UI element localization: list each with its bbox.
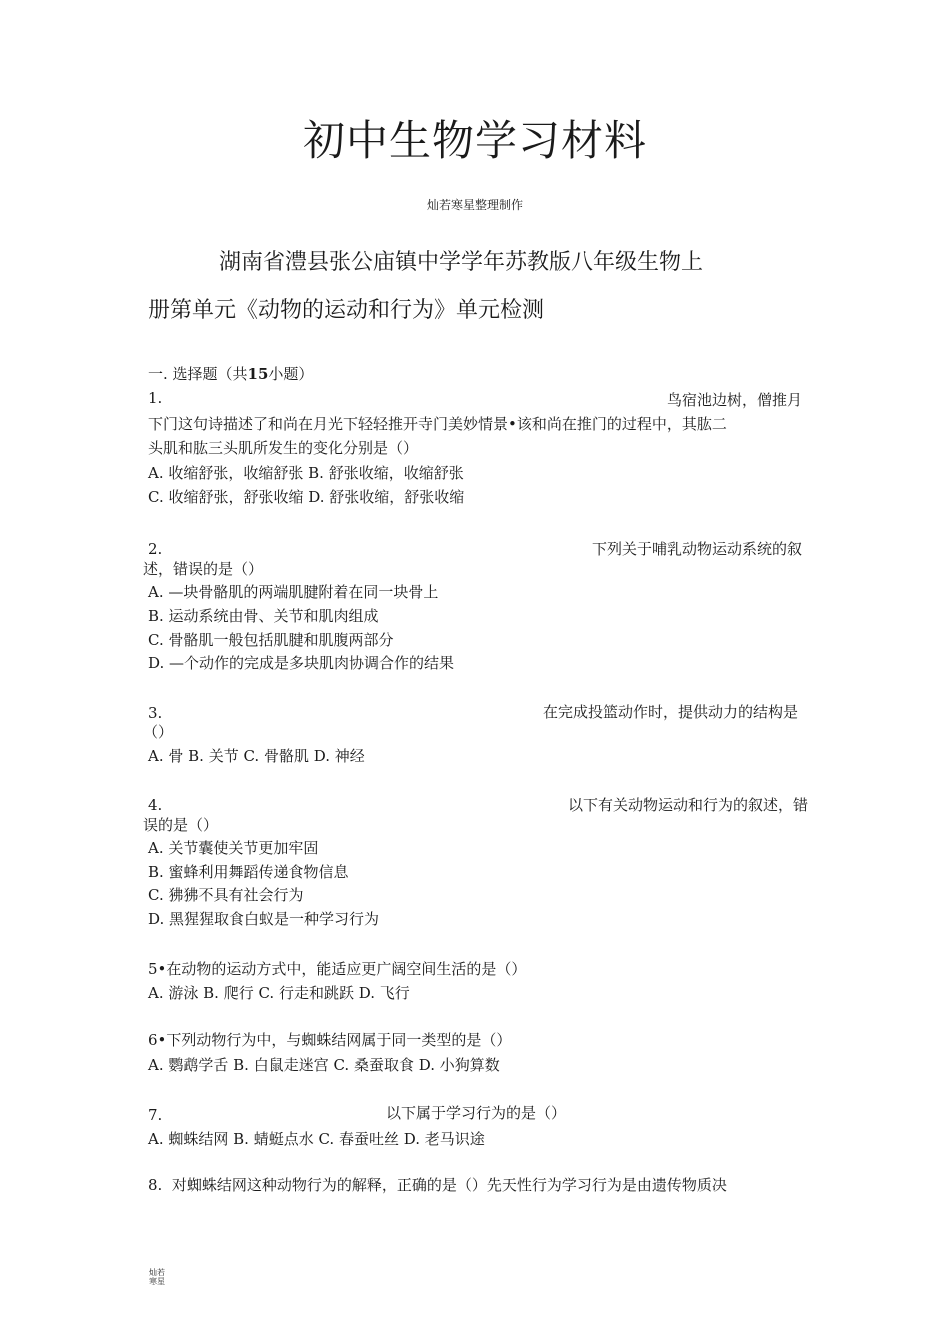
- question-1-head: 鸟宿池边树，僧推月: [666, 391, 802, 409]
- section-count: 15: [247, 365, 269, 383]
- question-4-option: C. 狒狒不具有社会行为: [148, 886, 304, 904]
- question-1-number: 1.: [148, 389, 163, 407]
- question-5-head: 在动物的运动方式中，能适应更广阔空间生活的是（）: [166, 960, 527, 978]
- question-6-number: 6•: [148, 1031, 167, 1049]
- question-4-option: B. 蜜蜂利用舞蹈传递食物信息: [148, 863, 349, 881]
- question-8-head: 对蜘蛛结网这种动物行为的解释，正确的是（）先天性行为学习行为是由遗传物质决: [171, 1176, 727, 1194]
- footer-mark: [149, 1268, 165, 1286]
- question-5-number: 5•: [148, 960, 167, 978]
- question-2-head: 下列关于哺乳动物运动系统的叙: [591, 540, 802, 558]
- section-label: 一. 选择题（共: [148, 365, 248, 383]
- question-6: [148, 1029, 511, 1050]
- question-3-option: A. 骨 B. 关节 C. 骨骼肌 D. 神经: [148, 747, 365, 765]
- question-6-options: A. 鹦鹉学舌 B. 白鼠走迷宫 C. 桑蚕取食 D. 小狗算数: [148, 1056, 500, 1074]
- question-1-option: C. 收缩舒张，舒张收缩 D. 舒张收缩，舒张收缩: [148, 488, 465, 506]
- footer-line-1: 灿若: [149, 1268, 165, 1277]
- question-4-line: 误的是（）: [143, 816, 219, 834]
- question-8-number: 8.: [148, 1176, 163, 1194]
- question-8: [148, 1174, 727, 1195]
- doc-title-line-1: 湖南省澧县张公庙镇中学学年苏教版八年级生物上: [219, 250, 704, 275]
- question-1-line: 头肌和肱三头肌所发生的变化分别是（）: [148, 439, 419, 457]
- question-2-line: 述，错误的是（）: [143, 560, 264, 578]
- question-4-number: 4.: [148, 796, 163, 814]
- question-3-number: 3.: [148, 704, 163, 722]
- question-2-option: C. 骨骼肌一般包括肌腱和肌腹两部分: [148, 631, 394, 649]
- question-6-head: 下列动物行为中，与蜘蛛结网属于同一类型的是（）: [166, 1031, 512, 1049]
- page-subtitle: 灿若寒星整理制作: [426, 198, 523, 212]
- question-7-number: 7.: [148, 1106, 163, 1124]
- question-4-head: 以下有关动物运动和行为的叙述，错: [567, 796, 808, 814]
- question-2-option: A. —块骨骼肌的两端肌腱附着在同一块骨上: [148, 583, 439, 601]
- question-1-line: 下门这句诗描述了和尚在月光下轻轻推开寺门美妙情景•该和尚在推门的过程中，其肱二: [148, 415, 727, 433]
- footer-line-2: 寒星: [149, 1277, 165, 1286]
- question-2-option: B. 运动系统由骨、关节和肌肉组成: [148, 607, 379, 625]
- doc-title-line-2: 册第单元《动物的运动和行为》单元检测: [148, 298, 545, 323]
- question-3-head: 在完成投篮动作时，提供动力的结构是: [542, 703, 798, 721]
- question-7-options: A. 蜘蛛结网 B. 蜻蜓点水 C. 春蚕吐丝 D. 老马识途: [148, 1130, 485, 1148]
- section-heading: [148, 363, 313, 384]
- question-2-option: D. —个动作的完成是多块肌肉协调合作的结果: [148, 654, 455, 672]
- question-7-head: 以下属于学习行为的是（）: [386, 1104, 567, 1122]
- question-5: [148, 958, 526, 979]
- question-4-option: A. 关节囊使关节更加牢固: [148, 839, 319, 857]
- question-2-number: 2.: [148, 540, 163, 558]
- page-title: 初中生物学习材料: [302, 116, 647, 165]
- section-suffix: 小题）: [268, 365, 314, 383]
- question-5-options: A. 游泳 B. 爬行 C. 行走和跳跃 D. 飞行: [148, 984, 410, 1002]
- question-3-line: （）: [143, 723, 174, 741]
- question-4-option: D. 黑猩猩取食白蚁是一种学习行为: [148, 910, 380, 928]
- question-1-option: A. 收缩舒张，收缩舒张 B. 舒张收缩，收缩舒张: [148, 464, 464, 482]
